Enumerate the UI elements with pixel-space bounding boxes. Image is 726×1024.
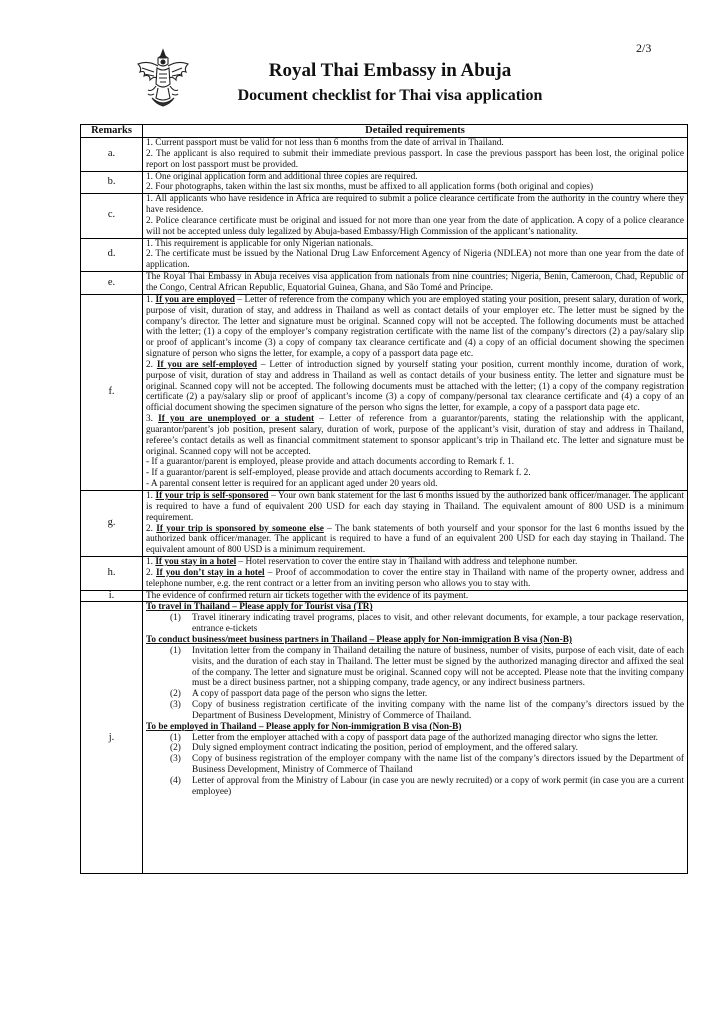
item-heading: If you are employed <box>155 294 235 305</box>
requirement-paragraph <box>146 524 684 557</box>
item-text: – Hotel reservation to cover the entire stay in Thailand with address and telephone number. <box>236 557 578 568</box>
requirement-paragraph <box>146 491 684 524</box>
requirement-paragraph <box>146 414 684 457</box>
requirement-cell <box>143 557 688 591</box>
list-item-text: Copy of business registration of the employer company with the name list of the company’s directors issued by the Department of Business Development, Ministry of Commerce of Thailand <box>192 754 684 776</box>
item-text: – Letter of reference from a guarantor/parents, stating the relationship with the applicant, guarantor/parent’s job position, present salary, duration of work, purpose of the applicant’s visit, duration of stay and address in Thailand, referee’s contact details as well as financial commitment statement to sponsor applicant’s trip in Thailand etc. The letter and signature must be original. Scanned copy will not be accepted. <box>146 414 684 457</box>
visa-category-heading <box>146 602 684 613</box>
requirement-line: - If a guarantor/parent is self-employed, please provide and attach documents according to Remark f. 2. <box>146 468 531 479</box>
remarks-column-header: Remarks <box>81 125 143 138</box>
list-item <box>146 743 684 754</box>
item-text: – Letter of reference from the company which you are employed stating your position, present salary, duration of work, purpose of visit, duration of stay, and address in Thailand as well as contact details of your employer etc. The letter must be signed by the company’s director. The letter and signature must be original. Scanned copy will not be accepted. The following documents must be attached with the letter; (1) a copy of the employer’s company registration certificate with the name list of the company’s directors (2) a pay/salary slip or proof of applicant’s income (3) a copy of company tax clearance certificate and (4) a copy of an official document showing the specimen signature of person who signs the letter, for example, a copy of a passport data page etc. <box>146 294 685 360</box>
item-number: 1. <box>146 557 153 568</box>
list-item-number: (3) <box>170 700 181 711</box>
item-heading: If you don’t stay in a hotel <box>156 567 265 578</box>
item-number: 2. <box>146 359 153 370</box>
remark-label: a. <box>81 138 143 172</box>
requirement-line: 1. One original application form and additional three copies are required. <box>146 171 418 182</box>
page-subtitle: Document checklist for Thai visa application <box>237 87 543 104</box>
table-row <box>81 238 688 272</box>
table-row <box>81 590 688 602</box>
requirement-cell <box>143 194 688 238</box>
requirement-cell <box>143 238 688 272</box>
item-text: – Your own bank statement for the last 6 months issued by the authorized bank officer/manager. The applicant is required to have a fund of equivalent 200 USD for each day staying in Thailand. The equivalent amount of 800 USD is a minimum requirement. <box>146 491 684 523</box>
list-item <box>146 700 684 722</box>
visa-type: – Please apply for Non-immigration B visa (Non-B) <box>256 721 462 732</box>
list-item <box>146 754 684 776</box>
remark-label: g. <box>81 491 143 557</box>
list-item <box>146 613 684 635</box>
table-row <box>81 491 688 557</box>
requirement-paragraph <box>146 568 684 590</box>
requirement-line: The evidence of confirmed return air tickets together with the evidence of its payment. <box>146 590 469 601</box>
visa-type: – Please apply for Tourist visa (TR) <box>229 602 373 613</box>
requirement-line: 2. The certificate must be issued by the National Drug Law Enforcement Agency of Nigeria (NDLEA) not more than one year from the date of application. <box>146 249 684 271</box>
details-column-header: Detailed requirements <box>143 125 688 138</box>
requirement-cell <box>143 138 688 172</box>
list-item-number: (2) <box>170 743 181 754</box>
requirement-cell <box>143 272 688 295</box>
remark-label: d. <box>81 238 143 272</box>
requirement-line: 1. This requirement is applicable for only Nigerian nationals. <box>146 238 374 249</box>
item-heading: If your trip is self-sponsored <box>155 491 269 501</box>
item-heading: If you stay in a hotel <box>155 557 237 568</box>
document-list-employment <box>146 733 684 798</box>
table-row <box>81 294 688 490</box>
document-list-business <box>146 646 684 722</box>
requirement-line: 2. The applicant is also required to submit their immediate previous passport. In case the previous passport has been lost, the original police report on lost passport must be provided. <box>146 148 684 170</box>
table-header-row <box>81 125 688 138</box>
item-number: 3. <box>146 414 153 425</box>
remark-label: b. <box>81 171 143 194</box>
table-row <box>81 602 688 874</box>
requirement-paragraph <box>146 295 684 360</box>
item-number: 1. <box>146 294 153 305</box>
item-text: – Proof of accommodation to cover the entire stay in Thailand with name of the property owner, address and telephone number, e.g. the rent contract or a letter from an inviting person who allows you to stay with. <box>146 567 684 589</box>
list-item <box>146 646 684 689</box>
visa-type: – Please apply for Non-immigration B visa (Non-B) <box>367 634 572 645</box>
list-item <box>146 776 684 798</box>
list-item <box>146 689 684 700</box>
requirement-line: - A parental consent letter is required for an applicant aged under 20 years old. <box>146 479 438 490</box>
garuda-emblem-icon <box>130 46 196 112</box>
remark-label: h. <box>81 557 143 591</box>
item-heading: If you are self-employed <box>156 359 258 370</box>
remark-label: j. <box>81 602 143 874</box>
visa-purpose: To travel in Thailand <box>146 602 230 613</box>
table-row <box>81 138 688 172</box>
requirement-cell <box>143 171 688 194</box>
table-row <box>81 194 688 238</box>
list-item-text: Letter from the employer attached with a copy of passport data page of the authorized managing director who signs the letter. <box>192 732 658 743</box>
visa-category-heading <box>146 635 684 646</box>
list-item-number: (1) <box>170 613 181 624</box>
list-item-text: Invitation letter from the company in Thailand detailing the nature of business, number of visits, purpose of each visit, date of each visits, and the duration of each stay in Thailand. The letter must be signed by the authorized managing director and affixed the seal of the company. The letter and signature must be original. Scanned copy will not be accepted. Please note that the inviting company must be a direct business partner, not a shipping company, trade agency, or any indirect business partners. <box>192 645 684 689</box>
list-item-text: Travel itinerary indicating travel programs, places to visit, and other relevant documents, for example, a tour package reservation, entrance e-tickets <box>192 613 684 635</box>
item-number: 2. <box>146 567 153 578</box>
visa-purpose: To conduct business/meet business partners in Thailand <box>146 634 368 645</box>
requirement-cell <box>143 590 688 602</box>
remark-label: i. <box>81 590 143 602</box>
requirement-line: 1. Current passport must be valid for not less than 6 months from the date of arrival in Thailand. <box>146 138 504 148</box>
table-row <box>81 557 688 591</box>
list-item-text: Copy of business registration certificate of the inviting company with the name list of the company’s directors issued by the Department of Business Development, Ministry of Commerce of Thailand. <box>192 700 684 721</box>
remark-label: e. <box>81 272 143 295</box>
list-item-number: (1) <box>170 732 181 743</box>
requirement-line: - If a guarantor/parent is employed, please provide and attach documents according to Remark f. 1. <box>146 457 515 468</box>
requirement-paragraph <box>146 557 684 568</box>
item-heading: If you are unemployed or a student <box>158 414 315 425</box>
remark-label: c. <box>81 194 143 238</box>
table-row <box>81 272 688 295</box>
item-text: – Letter of introduction signed by yourself stating your position, current monthly income, duration of work, purpose of visit, duration of stay and address in Thailand as well as contact details of your business entity. The letter and signature must be original. Scanned copy will not be accepted. The following documents must be attached with the letter; (1) a copy of the company registration certificate (2) a pay/salary slip or proof of applicant’s income (3) a copy of company/personal tax clearance certificate and (4) a copy of an official document showing the specimen signature of the person who signs the letter, for example, a copy of a passport data page etc. <box>146 359 685 414</box>
list-item-number: (1) <box>170 645 181 656</box>
checklist-table <box>80 124 688 874</box>
visa-purpose: To be employed in Thailand <box>146 721 257 732</box>
table-row <box>81 171 688 194</box>
list-item-number: (4) <box>170 775 181 786</box>
list-item <box>146 733 684 744</box>
list-item-number: (3) <box>170 754 181 765</box>
requirement-line: The Royal Thai Embassy in Abuja receives visa application from nationals from nine countries; Nigeria, Benin, Cameroon, Chad, Republic of the Congo, Central African Republic, Equatorial Guinea, Ghana, and São Tomé and Príncipe. <box>146 272 684 293</box>
visa-category-heading <box>146 722 684 733</box>
item-number: 1. <box>146 491 153 501</box>
page-number: 2/3 <box>636 41 652 55</box>
item-text: – The bank statements of both yourself and your sponsor for the last 6 months issued by the authorized bank officer/manager. The applicant is required to have a fund of an equivalent 200 USD for each day staying in Thailand. The equivalent amount of 800 USD is a minimum requirement. <box>146 523 684 556</box>
list-item-number: (2) <box>170 689 181 700</box>
list-item-text: Duly signed employment contract indicating the position, period of employment, and the offered salary. <box>192 743 578 754</box>
list-item-text: A copy of passport data page of the person who signs the letter. <box>192 689 428 700</box>
document-list-tourist <box>146 613 684 635</box>
requirement-cell <box>143 602 688 874</box>
requirement-line: 2. Police clearance certificate must be original and issued for not more than one year from the date of application. A copy of a police clearance will not be accepted unless duly legalized by Abuja-based Embassy/High Commission of the applicant’s nationality. <box>146 215 684 237</box>
requirement-cell <box>143 491 688 557</box>
page-title: Royal Thai Embassy in Abuja <box>268 60 512 81</box>
requirement-line: 2. Four photographs, taken within the last six months, must be affixed to all application forms (both original and copies) <box>146 182 594 193</box>
requirement-paragraph <box>146 360 684 414</box>
remark-label: f. <box>81 294 143 490</box>
list-item-text: Letter of approval from the Ministry of Labour (in case you are newly recruited) or a copy of work permit (in case you are a current employee) <box>192 775 684 797</box>
item-heading: If your trip is sponsored by someone else <box>156 523 324 534</box>
requirement-line: 1. All applicants who have residence in Africa are required to submit a police clearance certificate from the authority in the country where they have residence. <box>146 194 684 216</box>
requirement-cell <box>143 294 688 490</box>
item-number: 2. <box>146 523 153 534</box>
